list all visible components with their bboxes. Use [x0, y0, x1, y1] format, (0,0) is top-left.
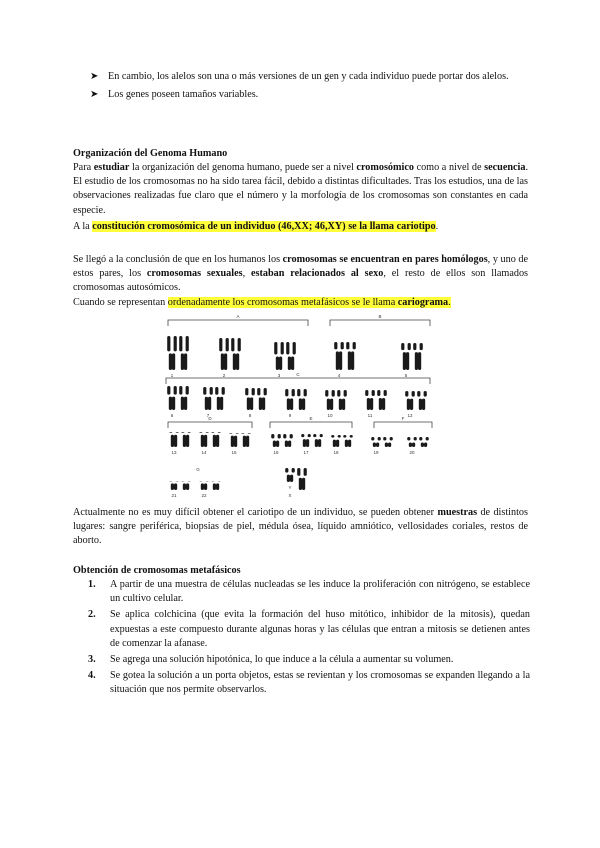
arrow-bullet-icon: ➤: [90, 71, 99, 82]
chromatid-arm: [337, 390, 340, 397]
group-label: D: [208, 416, 212, 421]
chromatid-arm: [373, 443, 376, 448]
chromatid-arm: [302, 478, 305, 490]
chromatid-arm: [169, 353, 172, 370]
chromatid-arm: [184, 397, 187, 410]
group-label: A: [236, 314, 240, 319]
chromatid-arm: [415, 352, 418, 370]
chromatid-arm: [216, 483, 219, 490]
chromatid-arm: [279, 356, 282, 370]
chromatid-arm: [293, 342, 296, 354]
list-item: 2. Se aplica colchicina (que evita la formación del huso mitótico, inhibidor de la mitosis), quedan expuestas a este compuesto durante algunas horas y las células que entran a mitosis se detienen antes de comenzar la afanase.: [88, 609, 530, 649]
group-bracket: [270, 422, 352, 428]
chromatid-arm: [285, 389, 288, 396]
chromatid-arm: [385, 443, 388, 448]
chromatid-arm: [257, 388, 260, 395]
chromatid-arm: [220, 397, 223, 410]
chromatid-arm: [210, 387, 213, 395]
chromatid-arm: [336, 351, 339, 370]
chromatid-arm: [342, 399, 345, 410]
chromatid-arm: [226, 338, 229, 351]
chromatid-arm: [171, 483, 174, 490]
chromatid-arm: [409, 443, 412, 448]
chromatid-arm: [201, 483, 204, 490]
chromatid-arm: [292, 389, 295, 396]
chromatid-arm: [318, 439, 321, 447]
chromosome-number-label: 12: [407, 413, 413, 418]
chromatid-arm: [419, 399, 422, 410]
group-bracket: [330, 320, 430, 326]
chromatid-arm: [169, 397, 172, 410]
chromatid-arm: [419, 437, 422, 441]
chromatid-arm: [301, 434, 304, 437]
chromatid-arm: [229, 433, 232, 434]
chromatid-arm: [208, 397, 211, 410]
chromatid-arm: [306, 439, 309, 447]
chromatid-arm: [379, 398, 382, 410]
chromatid-arm: [304, 389, 307, 396]
chromatid-arm: [285, 440, 288, 447]
chromatid-arm: [215, 387, 218, 395]
chromatid-arm: [371, 437, 374, 441]
group-bracket: [166, 378, 430, 384]
chromatid-arm: [186, 435, 189, 447]
chromatid-arm: [424, 391, 427, 397]
chromosome-number-label: Y: [288, 485, 292, 490]
chromatid-arm: [407, 437, 410, 441]
chromatid-arm: [281, 342, 284, 354]
chromatid-arm: [179, 336, 182, 351]
list-item: 1. A partir de una muestra de células nucleadas se les induce la proliferación con nitrógeno, se establece un cultivo celular.: [88, 579, 530, 605]
chromosome-number-label: 3: [277, 373, 281, 378]
chromatid-arm: [186, 386, 189, 395]
arrow-bullet-icon: ➤: [90, 89, 99, 101]
chromatid-arm: [276, 356, 279, 370]
chromatid-arm: [241, 433, 244, 434]
chromatid-arm: [331, 435, 334, 438]
paragraph-homologos: Se llegó a la conclusión de que en los humanos los cromosomas se encuentran en pares homólogos, y uno de estos pares, los cromosomas sexuales, estaban relacionados al sexo, el resto de ellos son llamados cromosomas autosómicos.: [73, 254, 528, 294]
steps-list: [88, 578, 530, 700]
chromatid-arm: [219, 338, 222, 351]
section-heading: Obtención de cromosomas metafásicos: [73, 565, 241, 576]
chromatid-arm: [376, 443, 379, 448]
chromatid-arm: [172, 353, 175, 370]
chromatid-arm: [271, 434, 274, 438]
chromatid-arm: [304, 468, 307, 476]
chromatid-arm: [231, 338, 234, 351]
chromatid-arm: [401, 343, 404, 350]
chromatid-arm: [234, 436, 237, 447]
paragraph-cariotipo: A la constitución cromosómica de un individuo (46,XX; 46,XY) se la llama cariotipo.: [73, 221, 439, 232]
chromatid-arm: [339, 351, 342, 370]
chromatid-arm: [203, 387, 206, 395]
chromosome-number-label: 2: [222, 373, 226, 378]
chromatid-arm: [410, 399, 413, 410]
chromatid-arm: [245, 388, 248, 395]
chromatid-arm: [383, 437, 386, 441]
chromatid-arm: [327, 399, 330, 410]
chromatid-arm: [181, 397, 184, 410]
chromosome-number-label: 17: [303, 450, 309, 455]
chromosome-number-label: 1: [170, 373, 174, 378]
chromatid-arm: [348, 440, 351, 447]
chromatid-arm: [413, 343, 416, 350]
chromatid-arm: [382, 398, 385, 410]
chromatid-arm: [367, 398, 370, 410]
chromatid-arm: [303, 439, 306, 447]
chromosome-number-label: 15: [231, 450, 237, 455]
chromatid-arm: [224, 353, 227, 370]
chromatid-arm: [259, 397, 262, 410]
chromatid-arm: [343, 435, 346, 438]
chromatid-arm: [420, 343, 423, 350]
chromatid-arm: [345, 440, 348, 447]
chromatid-arm: [370, 398, 373, 410]
chromatid-arm: [222, 387, 225, 395]
chromatid-arm: [181, 353, 184, 370]
chromatid-arm: [344, 390, 347, 397]
chromatid-arm: [351, 351, 354, 370]
chromatid-arm: [336, 440, 339, 447]
chromatid-arm: [221, 353, 224, 370]
chromatid-arm: [183, 435, 186, 447]
chromatid-arm: [238, 338, 241, 351]
chromatid-arm: [174, 435, 177, 447]
chromatid-arm: [218, 432, 221, 433]
chromatid-arm: [287, 398, 290, 410]
chromatid-arm: [353, 342, 356, 349]
chromatid-arm: [418, 352, 421, 370]
chromatid-arm: [231, 436, 234, 447]
chromatid-arm: [408, 343, 411, 350]
chromatid-arm: [388, 443, 391, 448]
chromatid-arm: [346, 342, 349, 349]
list-item: ➤ Los genes poseen tamaños variables.: [92, 88, 532, 102]
chromatid-arm: [274, 342, 277, 354]
chromatid-arm: [288, 440, 291, 447]
chromosome-number-label: 4: [337, 373, 341, 378]
chromosome-number-label: 13: [171, 450, 177, 455]
chromatid-arm: [250, 397, 253, 410]
chromosome-number-label: 21: [171, 493, 177, 498]
chromatid-arm: [264, 388, 267, 395]
group-bracket: [374, 422, 432, 428]
chromatid-arm: [216, 435, 219, 447]
chromatid-arm: [287, 475, 290, 482]
chromosome-number-label: 7: [206, 413, 210, 418]
group-label: F: [401, 416, 405, 421]
chromatid-arm: [313, 434, 316, 437]
chromatid-arm: [424, 443, 427, 448]
chromatid-arm: [213, 435, 216, 447]
chromosome-number-label: 20: [409, 450, 415, 455]
chromatid-arm: [233, 353, 236, 370]
chromatid-arm: [174, 386, 177, 395]
chromatid-arm: [308, 434, 311, 437]
chromatid-arm: [378, 437, 381, 441]
chromatid-arm: [297, 389, 300, 396]
chromatid-arm: [291, 356, 294, 370]
chromatid-arm: [236, 433, 239, 434]
group-bracket: [168, 422, 252, 428]
chromatid-arm: [315, 439, 318, 447]
chromatid-arm: [273, 440, 276, 447]
chromatid-arm: [204, 483, 207, 490]
chromatid-arm: [299, 478, 302, 490]
chromatid-arm: [286, 342, 289, 354]
chromatid-arm: [330, 399, 333, 410]
paragraph-muestras: Actualmente no es muy difícil obtener el cariotipo de un individuo, se pueden obtener muestras de distintos lugares: sangre periférica, biopsias de piel, médula ósea, líquido amniótico, vellosidades coriales, restos de aborto.: [73, 507, 528, 547]
chromatid-arm: [276, 440, 279, 447]
chromatid-arm: [297, 468, 300, 476]
section-heading: Organización del Genoma Humano: [73, 148, 228, 159]
chromatid-arm: [334, 342, 337, 349]
group-label: B: [378, 314, 382, 319]
chromatid-arm: [422, 399, 425, 410]
chromatid-arm: [365, 390, 368, 396]
chromosome-number-label: 22: [201, 493, 207, 498]
chromatid-arm: [179, 386, 182, 395]
chromosome-number-label: 16: [273, 450, 279, 455]
chromatid-arm: [188, 432, 191, 433]
chromatid-arm: [384, 390, 387, 396]
chromatid-arm: [176, 432, 179, 433]
chromatid-arm: [412, 391, 415, 397]
chromatid-arm: [338, 435, 341, 438]
chromatid-arm: [186, 483, 189, 490]
chromatid-arm: [199, 432, 202, 433]
chromatid-arm: [407, 399, 410, 410]
chromatid-arm: [299, 398, 302, 410]
chromatid-arm: [167, 386, 170, 395]
chromatid-arm: [421, 443, 424, 448]
chromatid-arm: [183, 483, 186, 490]
chromatid-arm: [181, 432, 184, 433]
chromatid-arm: [290, 434, 293, 438]
chromosome-number-label: 8: [248, 413, 252, 418]
chromatid-arm: [204, 435, 207, 447]
bullet-list: [92, 70, 532, 106]
chromatid-arm: [213, 483, 216, 490]
paragraph-cariograma: Cuando se representan ordenadamente los cromosomas metafásicos se le llama cariograma.: [73, 297, 451, 308]
chromatid-arm: [172, 397, 175, 410]
chromatid-arm: [412, 443, 415, 448]
chromosome-number-label: 18: [333, 450, 339, 455]
chromatid-arm: [288, 356, 291, 370]
chromatid-arm: [405, 391, 408, 397]
karyogram-figure: [160, 312, 445, 502]
chromatid-arm: [236, 353, 239, 370]
chromatid-arm: [339, 399, 342, 410]
chromatid-arm: [406, 352, 409, 370]
chromatid-arm: [341, 342, 344, 349]
group-label: C: [296, 372, 300, 377]
chromatid-arm: [252, 388, 255, 395]
chromatid-arm: [248, 433, 251, 434]
chromatid-arm: [262, 397, 265, 410]
chromatid-arm: [285, 468, 288, 473]
chromatid-arm: [167, 336, 170, 351]
chromatid-arm: [377, 390, 380, 396]
list-item: 3. Se agrega una solución hipotónica, lo que induce a la célula a aumentar su volumen.: [88, 654, 454, 666]
chromatid-arm: [390, 437, 393, 441]
chromatid-arm: [348, 351, 351, 370]
chromatid-arm: [184, 353, 187, 370]
chromatid-arm: [169, 432, 172, 433]
chromatid-arm: [290, 475, 293, 482]
chromatid-arm: [302, 398, 305, 410]
chromatid-arm: [320, 434, 323, 437]
list-item: 4. Se gotea la solución a un porta objetos, estas se revientan y los cromosomas se expanden llegando a la situación que nos permite observarlos.: [88, 670, 530, 696]
chromosome-number-label: 19: [373, 450, 379, 455]
chromosome-number-label: 6: [170, 413, 174, 418]
chromatid-arm: [174, 483, 177, 490]
chromosome-number-label: 10: [327, 413, 333, 418]
chromatid-arm: [246, 436, 249, 447]
chromatid-arm: [278, 434, 281, 438]
chromatid-arm: [201, 435, 204, 447]
chromatid-arm: [403, 352, 406, 370]
chromatid-arm: [283, 434, 286, 438]
chromatid-arm: [171, 435, 174, 447]
chromatid-arm: [217, 397, 220, 410]
chromatid-arm: [332, 390, 335, 397]
chromosome-number-label: 9: [288, 413, 292, 418]
chromosome-number-label: 11: [367, 413, 373, 418]
chromatid-arm: [417, 391, 420, 397]
chromatid-arm: [211, 432, 214, 433]
chromatid-arm: [243, 436, 246, 447]
chromatid-arm: [205, 397, 208, 410]
group-label: E: [309, 416, 313, 421]
chromatid-arm: [174, 336, 177, 351]
chromatid-arm: [290, 398, 293, 410]
chromatid-arm: [186, 336, 189, 351]
group-label: G: [196, 467, 200, 472]
chromatid-arm: [206, 432, 209, 433]
chromatid-arm: [350, 435, 353, 438]
chromatid-arm: [333, 440, 336, 447]
chromatid-arm: [325, 390, 328, 397]
chromosome-number-label: X: [288, 493, 292, 498]
chromatid-arm: [292, 468, 295, 473]
chromosome-number-label: 5: [404, 373, 408, 378]
chromatid-arm: [247, 397, 250, 410]
chromatid-arm: [372, 390, 375, 396]
chromatid-arm: [426, 437, 429, 441]
chromatid-arm: [414, 437, 417, 441]
group-bracket: [168, 320, 308, 326]
chromosome-number-label: 14: [201, 450, 207, 455]
list-item: ➤ En cambio, los alelos son una o más versiones de un gen y cada individuo puede portar dos alelos.: [92, 70, 532, 84]
paragraph-genome: Para estudiar la organización del genoma humano, puede ser a nivel cromosómico como a nivel de secuencia. El estudio de los cromosomas no ha sido tarea fácil, debido a distintas dificultades. Tras los estudios, una de las observaciones realizadas fue claro que el número y la morfología de los cromosomas son constantes en cada especie.: [73, 162, 529, 216]
